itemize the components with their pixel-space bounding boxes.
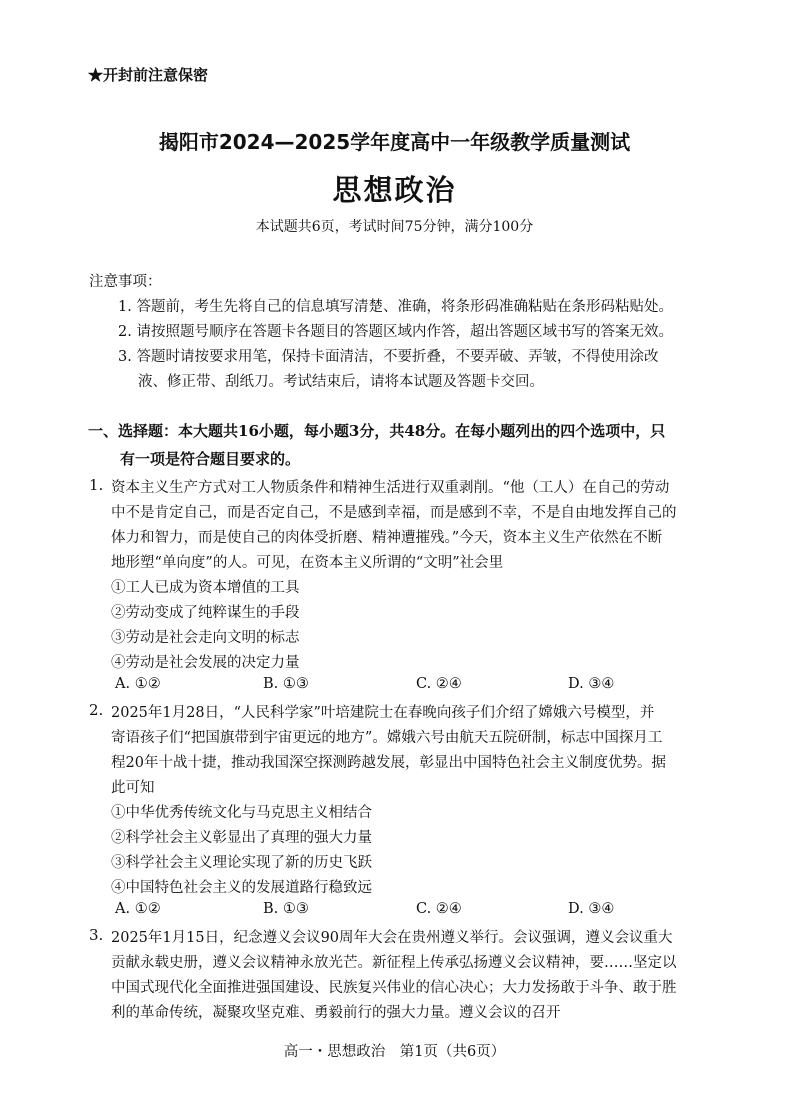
question-number: 2. <box>89 701 104 719</box>
section-heading: 一、选择题：本大题共16小题，每小题3分，共48分。在每小题列出的四个选项中，只 <box>88 422 666 440</box>
note-item: 1. 答题前，考生先将自己的信息填写清楚、准确，将条形码准确粘贴在条形码粘贴处。 <box>118 299 673 315</box>
statement: ②劳动变成了纯粹谋生的手段 <box>111 605 300 621</box>
question-text: 2025年1月15日，纪念遵义会议90周年大会在贵州遵义举行。会议强调，遵义会议重大 <box>111 930 673 946</box>
note-item: 2. 请按照题号顺序在答题卡各题目的答题区域内作答，超出答题区域书写的答案无效。 <box>118 324 673 340</box>
option-d: D. ③④ <box>568 676 615 692</box>
question-text: 2025年1月28日，“人民科学家”叶培建院士在春晚向孩子们介绍了嫦娥六号模型，并 <box>111 705 655 721</box>
question-text: 中国式现代化全面推进强国建设、民族复兴伟业的信心决心；大力发扬敢于斗争、敢于胜 <box>111 980 677 996</box>
question-text: 中不是肯定自己，而是否定自己，不是感到幸福，而是感到不幸，不是自由地发挥自己的 <box>111 505 677 521</box>
question-number: 1. <box>89 476 104 494</box>
option-c: C. ②④ <box>416 676 462 692</box>
question-number: 3. <box>89 926 104 944</box>
question-text: 资本主义生产方式对工人物质条件和精神生活进行双重剥削。“他（工人）在自己的劳动 <box>111 480 670 496</box>
option-a: A. ①② <box>115 901 161 917</box>
statement: ①工人已成为资本增值的工具 <box>111 580 300 596</box>
statement: ③劳动是社会走向文明的标志 <box>111 630 300 646</box>
statement: ②科学社会主义彰显出了真理的强大力量 <box>111 830 372 846</box>
subject-title: 思想政治 <box>332 173 457 207</box>
section-heading-continued: 有一项是符合题目要求的。 <box>120 450 301 468</box>
option-d: D. ③④ <box>568 901 615 917</box>
exam-title: 揭阳市2024—2025学年度高中一年级教学质量测试 <box>158 130 631 154</box>
question-text: 利的革命传统，凝聚攻坚克难、勇毅前行的强大力量。遵义会议的召开 <box>111 1005 561 1021</box>
option-c: C. ②④ <box>416 901 462 917</box>
question-text: 程20年十战十捷，推动我国深空探测跨越发展，彰显出中国特色社会主义制度优势。据 <box>111 755 666 771</box>
option-a: A. ①② <box>115 676 161 692</box>
note-item: 3. 答题时请按要求用笔，保持卡面清洁，不要折叠，不要弄破、弄皱，不得使用涂改 <box>118 349 659 365</box>
statement: ①中华优秀传统文化与马克思主义相结合 <box>111 805 372 821</box>
statement: ③科学社会主义理论实现了新的历史飞跃 <box>111 855 372 871</box>
page-footer: 高一・思想政治 第1页（共6页） <box>283 1044 506 1060</box>
note-item-continued: 液、修正带、刮纸刀。考试结束后，请将本试题及答题卡交回。 <box>138 374 544 390</box>
option-b: B. ①③ <box>263 676 309 692</box>
statement: ④中国特色社会主义的发展道路行稳致远 <box>111 880 372 896</box>
statement: ④劳动是社会发展的决定力量 <box>111 655 300 671</box>
question-text: 此可知 <box>111 780 155 796</box>
question-text: 贡献永载史册，遵义会议精神永放光芒。新征程上传承弘扬遵义会议精神，要……坚定以 <box>111 955 677 971</box>
confidential-notice: ★开封前注意保密 <box>88 66 209 84</box>
question-text: 体力和智力，而是使自己的肉体受折磨、精神遭摧残。”今天，资本主义生产依然在不断 <box>111 530 663 546</box>
option-b: B. ①③ <box>263 901 309 917</box>
question-text: 地形塑“单向度”的人。可见，在资本主义所谓的“文明”社会里 <box>111 555 504 571</box>
exam-info: 本试题共6页，考试时间75分钟，满分100分 <box>255 219 534 235</box>
notes-heading: 注意事项： <box>89 274 162 290</box>
question-text: 寄语孩子们“把国旗带到宇宙更远的地方”。嫦娥六号由航天五院研制，标志中国探月工 <box>111 730 663 746</box>
